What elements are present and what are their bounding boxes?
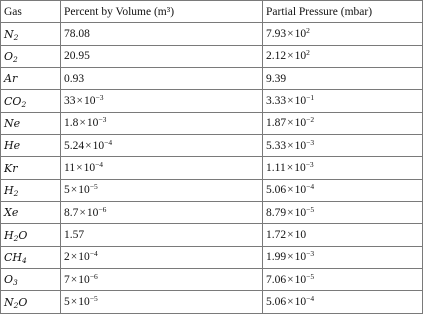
- table-row: [1, 157, 423, 179]
- table-row: [1, 23, 423, 45]
- power-exponent: −3: [95, 93, 104, 103]
- percent-by-volume-cell: [61, 202, 263, 224]
- gas-formula-cell: [1, 291, 61, 313]
- power-base: 10: [86, 206, 99, 219]
- power-base: 10: [294, 117, 307, 130]
- power-base: 10: [84, 95, 96, 108]
- power-exponent: −1: [306, 93, 315, 103]
- power-exponent: −2: [306, 115, 315, 125]
- times-symbol: ×: [286, 162, 294, 175]
- gas-formula-cell: [1, 90, 61, 112]
- gas-symbol: Kr: [4, 161, 18, 175]
- gas-subscript: 2: [13, 54, 18, 64]
- table-row: [1, 135, 423, 157]
- gas-symbol: N: [4, 27, 14, 41]
- header-partial-pressure: Partial Pressure (mbar): [263, 1, 423, 23]
- power-exponent: −5: [89, 294, 98, 304]
- gas-formula-cell: [1, 135, 61, 157]
- table-row: [1, 90, 423, 112]
- table-row: [1, 291, 423, 313]
- value-mantissa: 5.33: [266, 139, 287, 152]
- power-base: 10: [294, 162, 306, 175]
- table-row: [1, 179, 423, 201]
- gas-subscript: 2: [13, 233, 19, 243]
- value-mantissa: 1.57: [64, 229, 85, 242]
- partial-pressure-cell: [263, 112, 423, 134]
- times-symbol: ×: [70, 251, 78, 264]
- gas-symbol: H: [4, 228, 14, 242]
- times-symbol: ×: [287, 139, 294, 152]
- value-tail: 10: [294, 229, 307, 242]
- value-mantissa: 3.33: [266, 95, 287, 108]
- times-symbol: ×: [287, 206, 294, 219]
- power-base: 10: [294, 296, 307, 309]
- gas-subscript: 2: [13, 188, 19, 198]
- times-symbol: ×: [79, 206, 86, 219]
- value-mantissa: 8.79: [266, 206, 287, 219]
- value-mantissa: 8.7: [64, 206, 79, 219]
- table-row: [1, 224, 423, 246]
- times-symbol: ×: [287, 28, 294, 41]
- power-exponent: −3: [306, 137, 315, 147]
- value-mantissa: 1.8: [64, 117, 79, 130]
- value-mantissa: 0.93: [64, 72, 85, 85]
- gas-symbol: O: [4, 49, 14, 63]
- times-symbol: ×: [85, 139, 92, 152]
- power-base: 10: [294, 28, 307, 41]
- power-exponent: −4: [95, 160, 104, 170]
- power-exponent: 2: [306, 26, 310, 36]
- value-mantissa: 5.06: [266, 184, 287, 197]
- gas-symbol: He: [4, 139, 21, 153]
- times-symbol: ×: [79, 117, 86, 130]
- power-exponent: −5: [306, 204, 315, 214]
- value-mantissa: 33: [64, 95, 76, 108]
- power-exponent: −6: [89, 271, 98, 281]
- times-symbol: ×: [287, 95, 294, 108]
- partial-pressure-cell: [263, 224, 423, 246]
- partial-pressure-cell: [263, 68, 423, 90]
- gas-subscript: 3: [13, 278, 18, 288]
- power-base: 10: [294, 206, 307, 219]
- table-row: [1, 112, 423, 134]
- value-mantissa: 2.12: [266, 50, 287, 63]
- partial-pressure-cell: [263, 90, 423, 112]
- power-exponent: −4: [306, 182, 315, 192]
- power-exponent: −5: [306, 271, 315, 281]
- value-mantissa: 1.72: [266, 229, 287, 242]
- value-mantissa: 1.99: [266, 251, 287, 264]
- gas-subscript: 4: [22, 255, 27, 265]
- times-symbol: ×: [70, 296, 78, 309]
- value-mantissa: 9.39: [266, 72, 287, 85]
- times-symbol: ×: [70, 184, 78, 197]
- power-base: 10: [78, 184, 90, 197]
- value-mantissa: 2: [64, 251, 70, 264]
- power-exponent: −5: [89, 182, 98, 192]
- partial-pressure-cell: [263, 291, 423, 313]
- gas-symbol: CH: [4, 250, 23, 264]
- times-symbol: ×: [287, 251, 294, 264]
- power-base: 10: [294, 251, 307, 264]
- power-base: 10: [78, 251, 90, 264]
- power-exponent: −4: [104, 137, 113, 147]
- gas-symbol-tail: O: [18, 228, 28, 242]
- gas-symbol-tail: O: [18, 295, 28, 309]
- partial-pressure-cell: [263, 179, 423, 201]
- percent-by-volume-cell: [61, 112, 263, 134]
- partial-pressure-cell: [263, 246, 423, 268]
- gas-formula-cell: [1, 157, 61, 179]
- gas-symbol: H: [4, 183, 14, 197]
- percent-by-volume-cell: [61, 135, 263, 157]
- value-mantissa: 5.24: [64, 139, 85, 152]
- gas-symbol: Xe: [4, 206, 19, 220]
- power-exponent: −6: [98, 204, 107, 214]
- gas-subscript: 2: [21, 99, 27, 109]
- gas-formula-cell: [1, 202, 61, 224]
- table-row: [1, 246, 423, 268]
- partial-pressure-cell: [263, 269, 423, 291]
- header-gas: Gas: [1, 1, 61, 23]
- percent-by-volume-cell: [61, 45, 263, 67]
- gas-formula-cell: [1, 45, 61, 67]
- gas-formula-cell: [1, 23, 61, 45]
- table-row: [1, 202, 423, 224]
- gas-formula-cell: [1, 112, 61, 134]
- table-row: [1, 269, 423, 291]
- power-base: 10: [86, 117, 99, 130]
- gas-symbol: Ar: [4, 72, 18, 86]
- table-header-row: [1, 1, 423, 23]
- gas-subscript: 2: [13, 300, 19, 310]
- gas-formula-cell: [1, 246, 61, 268]
- times-symbol: ×: [70, 273, 78, 286]
- power-exponent: −4: [306, 294, 315, 304]
- percent-by-volume-cell: [61, 68, 263, 90]
- power-base: 10: [294, 50, 307, 63]
- power-base: 10: [294, 95, 307, 108]
- percent-by-volume-cell: [61, 224, 263, 246]
- times-symbol: ×: [287, 117, 294, 130]
- percent-by-volume-cell: [61, 269, 263, 291]
- value-mantissa: 7: [64, 273, 70, 286]
- table-row: [1, 68, 423, 90]
- gas-formula-cell: [1, 68, 61, 90]
- value-mantissa: 1.11: [266, 162, 286, 175]
- times-symbol: ×: [76, 95, 83, 108]
- percent-by-volume-cell: [61, 246, 263, 268]
- value-mantissa: 20.95: [64, 50, 90, 63]
- partial-pressure-cell: [263, 157, 423, 179]
- power-exponent: 2: [306, 48, 310, 58]
- power-base: 10: [294, 184, 307, 197]
- power-exponent: −3: [98, 115, 107, 125]
- partial-pressure-cell: [263, 135, 423, 157]
- times-symbol: ×: [287, 50, 294, 63]
- gas-formula-cell: [1, 224, 61, 246]
- power-base: 10: [294, 273, 307, 286]
- gas-subscript: 2: [13, 32, 19, 42]
- power-base: 10: [83, 162, 96, 175]
- header-percent-by-volume: Percent by Volume (m³): [61, 1, 263, 23]
- value-mantissa: 11: [64, 162, 76, 175]
- partial-pressure-cell: [263, 202, 423, 224]
- partial-pressure-cell: [263, 45, 423, 67]
- times-symbol: ×: [76, 162, 83, 175]
- power-base: 10: [92, 139, 105, 152]
- value-mantissa: 1.87: [266, 117, 287, 130]
- times-symbol: ×: [287, 184, 294, 197]
- power-exponent: −3: [305, 160, 314, 170]
- gas-symbol: N: [4, 295, 14, 309]
- times-symbol: ×: [287, 229, 294, 242]
- gas-formula-cell: [1, 179, 61, 201]
- times-symbol: ×: [287, 273, 294, 286]
- value-mantissa: 7.93: [266, 28, 287, 41]
- power-base: 10: [78, 273, 90, 286]
- table-row: [1, 45, 423, 67]
- power-base: 10: [294, 139, 307, 152]
- times-symbol: ×: [287, 296, 294, 309]
- percent-by-volume-cell: [61, 23, 263, 45]
- gas-formula-cell: [1, 269, 61, 291]
- power-exponent: −4: [89, 249, 98, 259]
- value-mantissa: 7.06: [266, 273, 287, 286]
- table-body: [1, 23, 423, 313]
- gas-symbol: O: [4, 273, 14, 287]
- percent-by-volume-cell: [61, 291, 263, 313]
- gas-symbol: Ne: [4, 116, 21, 130]
- percent-by-volume-cell: [61, 157, 263, 179]
- gas-symbol: CO: [4, 94, 22, 108]
- partial-pressure-cell: [263, 23, 423, 45]
- value-mantissa: 5: [64, 296, 70, 309]
- power-exponent: −3: [306, 249, 315, 259]
- value-mantissa: 78.08: [64, 28, 90, 41]
- value-mantissa: 5.06: [266, 296, 287, 309]
- percent-by-volume-cell: [61, 179, 263, 201]
- percent-by-volume-cell: [61, 90, 263, 112]
- power-base: 10: [78, 296, 90, 309]
- value-mantissa: 5: [64, 184, 70, 197]
